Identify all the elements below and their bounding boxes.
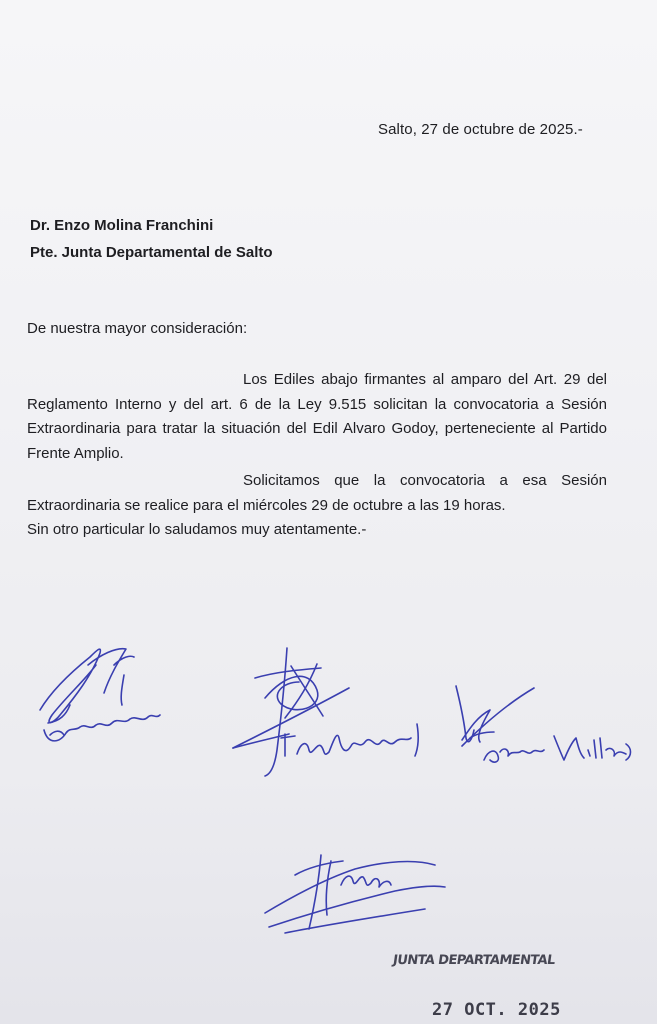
signature-4	[255, 845, 455, 945]
signature-2	[225, 638, 440, 783]
recipient-block	[30, 212, 273, 266]
recipient-name: Dr. Enzo Molina Franchini	[30, 217, 214, 234]
stamp-title: JUNTA DEPARTAMENTAL	[391, 953, 556, 968]
letter-body	[27, 368, 607, 543]
stamp-date: 27 OCT. 2025	[432, 1000, 561, 1020]
paragraph-schedule: Solicitamos que la convocatoria a esa Sesión Extraordinaria se realice para el miércoles 29 de octubre a las 19 horas.	[27, 472, 607, 514]
signature-1	[30, 635, 170, 755]
date-line: Salto, 27 de octubre de 2025.-	[378, 121, 583, 138]
signature-3	[450, 680, 640, 770]
paragraph-request: Los Ediles abajo firmantes al amparo del Art. 29 del Reglamento Interno y del art. 6 de la Ley 9.515 solicitan la convocatoria a Sesión Extraordinaria para tratar la situación del Edil Alvaro Godoy, perteneciente al Partido Frente Amplio.	[27, 371, 607, 462]
recipient-title: Pte. Junta Departamental de Salto	[30, 244, 273, 261]
closing-line: Sin otro particular lo saludamos muy atentamente.-	[27, 521, 367, 538]
greeting: De nuestra mayor consideración:	[27, 320, 248, 337]
